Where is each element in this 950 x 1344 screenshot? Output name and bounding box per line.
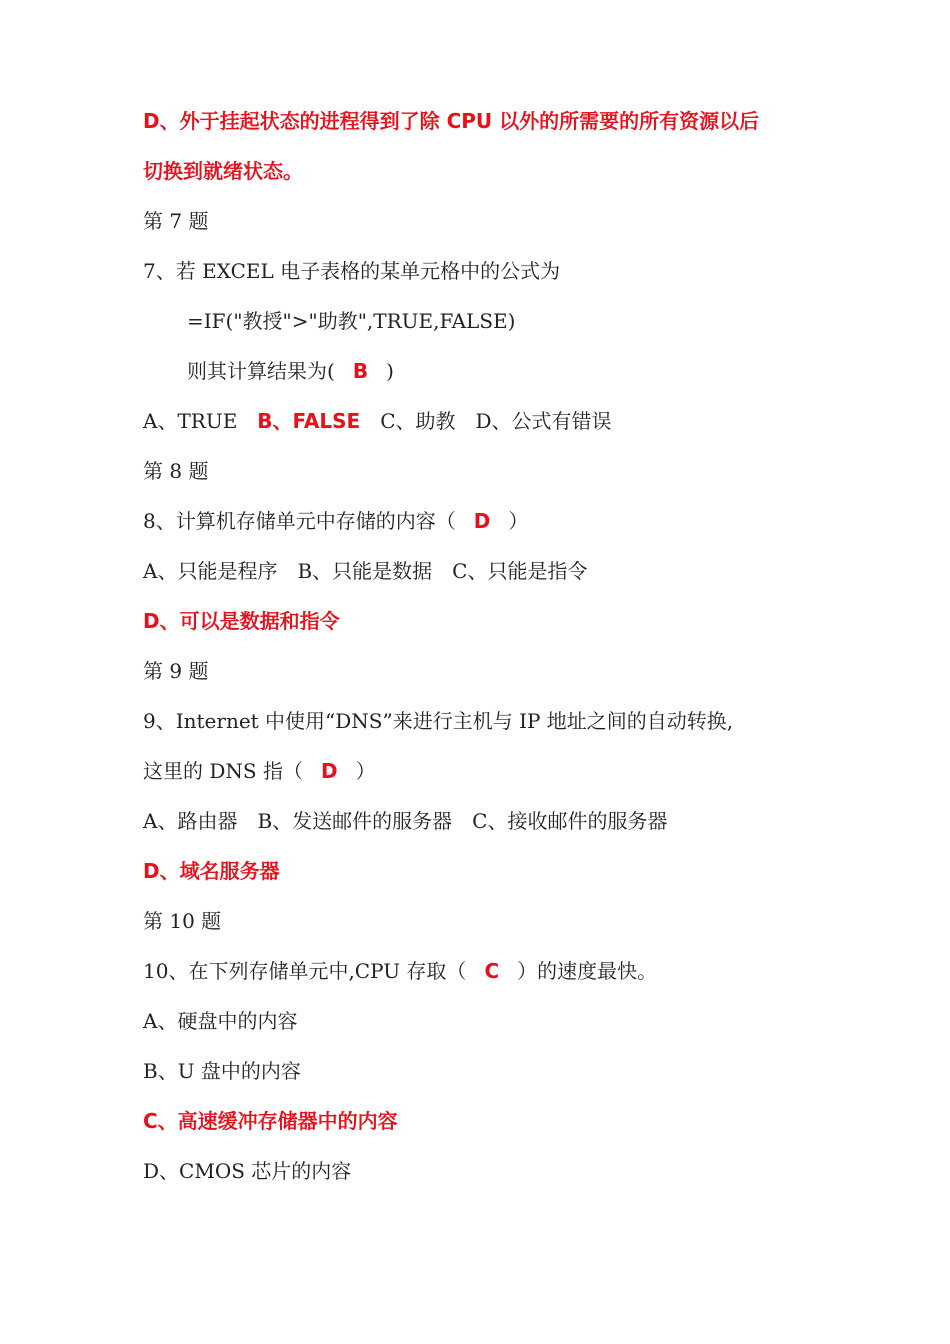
q7-ask-after: ) bbox=[386, 359, 394, 383]
q8-options bbox=[143, 546, 843, 596]
q8-stem-before: 8、计算机存储单元中存储的内容（ bbox=[143, 509, 456, 533]
q7-header: 第 7 题 bbox=[143, 209, 209, 233]
q8-correct-option: D、可以是数据和指令 bbox=[143, 609, 340, 633]
q9-option-b: B、发送邮件的服务器 bbox=[257, 809, 453, 833]
q7-ask-before: 则其计算结果为( bbox=[187, 359, 335, 383]
q8-header: 第 8 题 bbox=[143, 459, 209, 483]
q9-stem-before: 这里的 DNS 指（ bbox=[143, 759, 303, 783]
q7-formula: =IF("教授">"助教",TRUE,FALSE) bbox=[187, 309, 516, 333]
q9-stem-line-2 bbox=[143, 746, 843, 796]
q10-header: 第 10 题 bbox=[143, 909, 222, 933]
q10-stem-before: 10、在下列存储单元中,CPU 存取（ bbox=[143, 959, 467, 983]
q9-options bbox=[143, 796, 843, 846]
prev-answer-line-2: 切换到就绪状态。 bbox=[143, 159, 303, 183]
q9-option-a: A、路由器 bbox=[143, 809, 238, 833]
q9-correct-option: D、域名服务器 bbox=[143, 859, 280, 883]
q7-option-b: B、FALSE bbox=[257, 409, 361, 433]
q9-stem-line-1: 9、Internet 中使用“DNS”来进行主机与 IP 地址之间的自动转换, bbox=[143, 709, 734, 733]
q9-option-c: C、接收邮件的服务器 bbox=[472, 809, 668, 833]
q10-option-a: A、硬盘中的内容 bbox=[143, 1009, 298, 1033]
q10-stem bbox=[143, 946, 843, 996]
q8-answer: D bbox=[473, 509, 491, 533]
q8-option-a: A、只能是程序 bbox=[143, 559, 278, 583]
q10-stem-after: ）的速度最快。 bbox=[517, 959, 658, 983]
document-page bbox=[143, 96, 843, 1196]
q7-stem: 7、若 EXCEL 电子表格的某单元格中的公式为 bbox=[143, 259, 561, 283]
q9-stem-after: ） bbox=[355, 759, 376, 783]
q7-options bbox=[143, 396, 843, 446]
prev-answer-line-1: D、外于挂起状态的进程得到了除 CPU 以外的所需要的所有资源以后 bbox=[143, 109, 760, 133]
q10-option-c: C、高速缓冲存储器中的内容 bbox=[143, 1109, 398, 1133]
q10-answer: C bbox=[484, 959, 500, 983]
q7-option-a: A、TRUE bbox=[143, 409, 238, 433]
q7-answer: B bbox=[352, 359, 369, 383]
q7-option-c: C、助教 bbox=[380, 409, 456, 433]
q7-option-d: D、公式有错误 bbox=[475, 409, 612, 433]
q10-option-d: D、CMOS 芯片的内容 bbox=[143, 1159, 352, 1183]
q7-ask bbox=[143, 346, 843, 396]
q9-answer: D bbox=[320, 759, 338, 783]
q9-header: 第 9 题 bbox=[143, 659, 209, 683]
q10-option-b: B、U 盘中的内容 bbox=[143, 1059, 301, 1083]
q8-option-c: C、只能是指令 bbox=[452, 559, 588, 583]
q8-stem bbox=[143, 496, 843, 546]
q8-option-b: B、只能是数据 bbox=[297, 559, 433, 583]
q8-stem-after: ） bbox=[508, 509, 529, 533]
